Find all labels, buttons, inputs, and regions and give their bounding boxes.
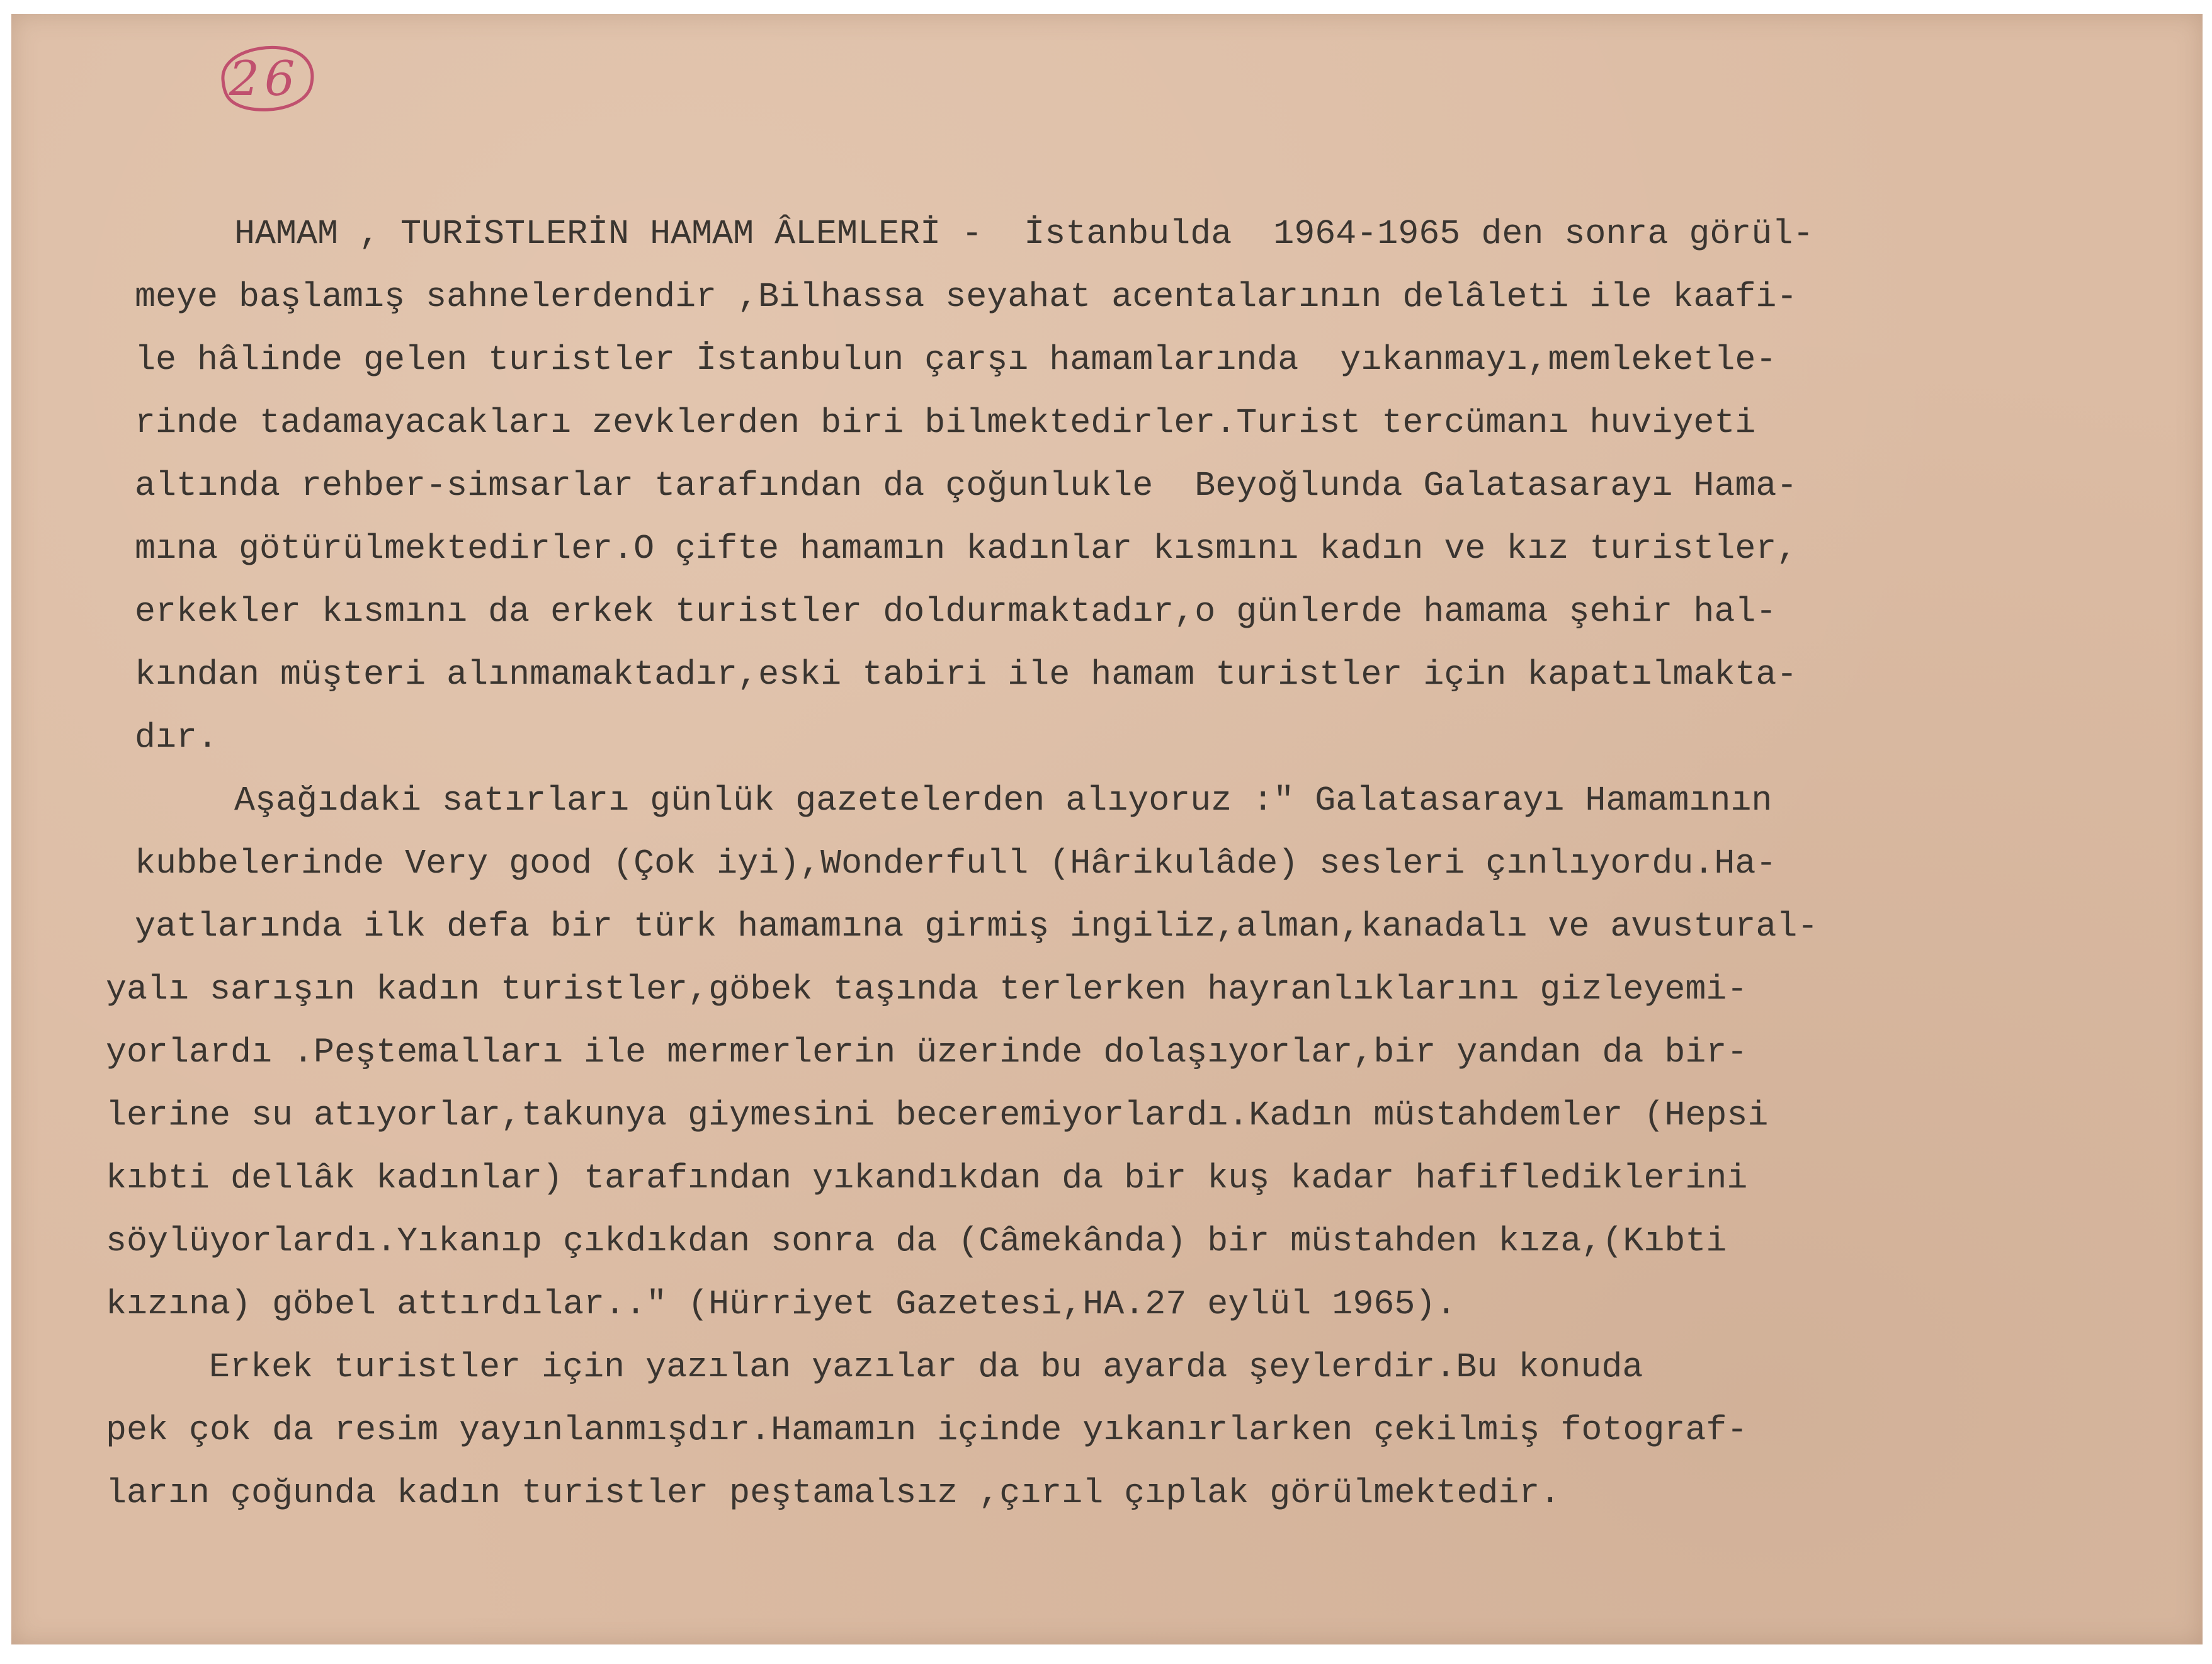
- text-line: erkekler kısmını da erkek turistler doldurmaktadır,o günlerde hamama şehir hal-: [135, 592, 1777, 631]
- text-line: kızına) göbel attırdılar.." (Hürriyet Gazetesi,HA.27 eylül 1965).: [106, 1284, 1457, 1324]
- text-line: altında rehber-simsarlar tarafından da çoğunlukle Beyoğlunda Galatasarayı Hama-: [135, 466, 1798, 506]
- text-line: dır.: [135, 718, 218, 757]
- text-line: le hâlinde gelen turistler İstanbulun çarşı hamamlarında yıkanmayı,memleketle-: [135, 340, 1777, 380]
- page-number: 26: [229, 50, 300, 106]
- text-line: Erkek turistler için yazılan yazılar da bu ayarda şeylerdir.Bu konuda: [209, 1347, 1643, 1387]
- text-line: meye başlamış sahnelerdendir ,Bilhassa seyahat acentalarının delâleti ile kaafi-: [135, 277, 1798, 317]
- text-line: yorlardı .Peştemalları ile mermerlerin üzerinde dolaşıyorlar,bir yandan da bir-: [106, 1033, 1748, 1072]
- text-line: ların çoğunda kadın turistler peştamalsız ,çırıl çıplak görülmektedir.: [106, 1473, 1561, 1513]
- text-line: yalı sarışın kadın turistler,göbek taşında terlerken hayranlıklarını gizleyemi-: [106, 970, 1748, 1009]
- text-line: pek çok da resim yayınlanmışdır.Hamamın içinde yıkanırlarken çekilmiş fotograf-: [106, 1410, 1748, 1450]
- document-page: [11, 14, 2203, 1644]
- text-line: Aşağıdaki satırları günlük gazetelerden alıyoruz :" Galatasarayı Hamamının: [234, 781, 1772, 820]
- text-line: kından müşteri alınmamaktadır,eski tabiri ile hamam turistler için kapatılmakta-: [135, 655, 1798, 694]
- text-line: yatlarında ilk defa bir türk hamamına girmiş ingiliz,alman,kanadalı ve avustural-: [135, 907, 1818, 946]
- typewritten-text: [11, 14, 2203, 1644]
- text-line: mına götürülmektedirler.O çifte hamamın kadınlar kısmını kadın ve kız turistler,: [135, 529, 1798, 569]
- text-line: kıbti dellâk kadınlar) tarafından yıkandıkdan da bir kuş kadar hafiflediklerini: [106, 1158, 1748, 1198]
- text-line: söylüyorlardı.Yıkanıp çıkdıkdan sonra da (Câmekânda) bir müstahden kıza,(Kıbti: [106, 1221, 1727, 1261]
- text-line: rinde tadamayacakları zevklerden biri bilmektedirler.Turist tercümanı huviyeti: [135, 403, 1756, 443]
- text-line: lerine su atıyorlar,takunya giymesini beceremiyorlardı.Kadın müstahdemler (Hepsi: [106, 1095, 1769, 1135]
- text-line: kubbelerinde Very good (Çok iyi),Wonderfull (Hârikulâde) sesleri çınlıyordu.Ha-: [135, 844, 1777, 883]
- text-line: HAMAM , TURİSTLERİN HAMAM ÂLEMLERİ - İstanbulda 1964-1965 den sonra görül-: [234, 214, 1814, 254]
